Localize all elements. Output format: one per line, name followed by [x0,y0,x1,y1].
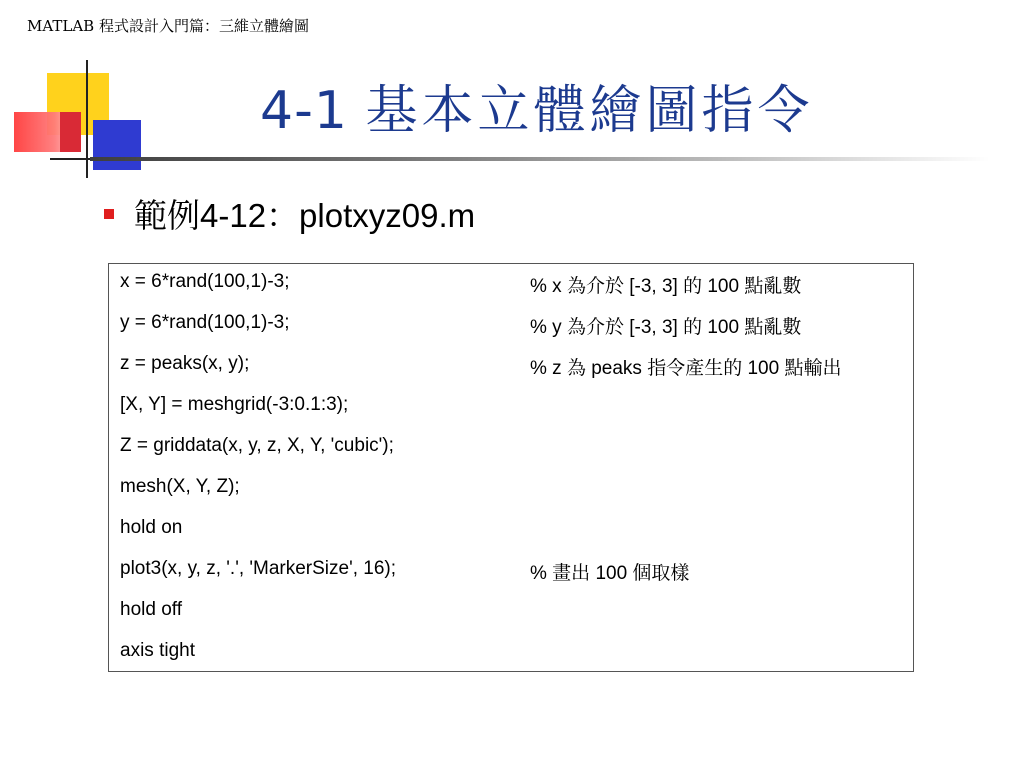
example-filename: 4-12：plotxyz09.m [200,197,476,234]
code-comment: % z 為 peaks 指令產生的 100 點輸出 [530,358,842,379]
code-statement: plot3(x, y, z, '.', 'MarkerSize', 16); [120,558,397,579]
code-line [109,264,913,305]
slide-title [260,68,813,143]
code-line [109,633,913,674]
title-text: 基本立體繪圖指令 [365,81,814,141]
code-line [109,551,913,592]
title-underline [90,157,990,161]
code-line [109,305,913,346]
code-statement: axis tight [120,640,195,661]
code-line [109,428,913,469]
logo-vertical-line [86,60,88,178]
code-statement: x = 6*rand(100,1)-3; [120,271,290,292]
code-statement: y = 6*rand(100,1)-3; [120,312,290,333]
code-statement: Z = griddata(x, y, z, X, Y, 'cubic'); [120,435,394,456]
slide-logo-decoration [0,0,200,190]
code-line [109,510,913,551]
code-statement: [X, Y] = meshgrid(-3:0.1:3); [120,394,349,415]
bullet-square-icon [104,209,114,219]
title-number: 4-1 [260,81,348,141]
code-line [109,469,913,510]
code-line [109,387,913,428]
slide-header: MATLAB 程式設計入門篇：三維立體繪圖 [27,17,309,35]
code-comment: % 畫出 100 個取樣 [530,563,690,584]
code-comment: % x 為介於 [-3, 3] 的 100 點亂數 [530,276,802,297]
code-statement: z = peaks(x, y); [120,353,250,374]
code-statement: mesh(X, Y, Z); [120,476,240,497]
code-comment: % y 為介於 [-3, 3] 的 100 點亂數 [530,317,802,338]
logo-red-square [60,112,81,152]
code-line [109,346,913,387]
code-statement: hold off [120,599,182,620]
example-prefix: 範例 [134,196,200,235]
code-listing [108,263,914,672]
code-statement: hold on [120,517,183,538]
example-label [134,190,475,237]
logo-blue-square [93,120,141,170]
code-line [109,592,913,633]
example-bullet [104,190,475,237]
